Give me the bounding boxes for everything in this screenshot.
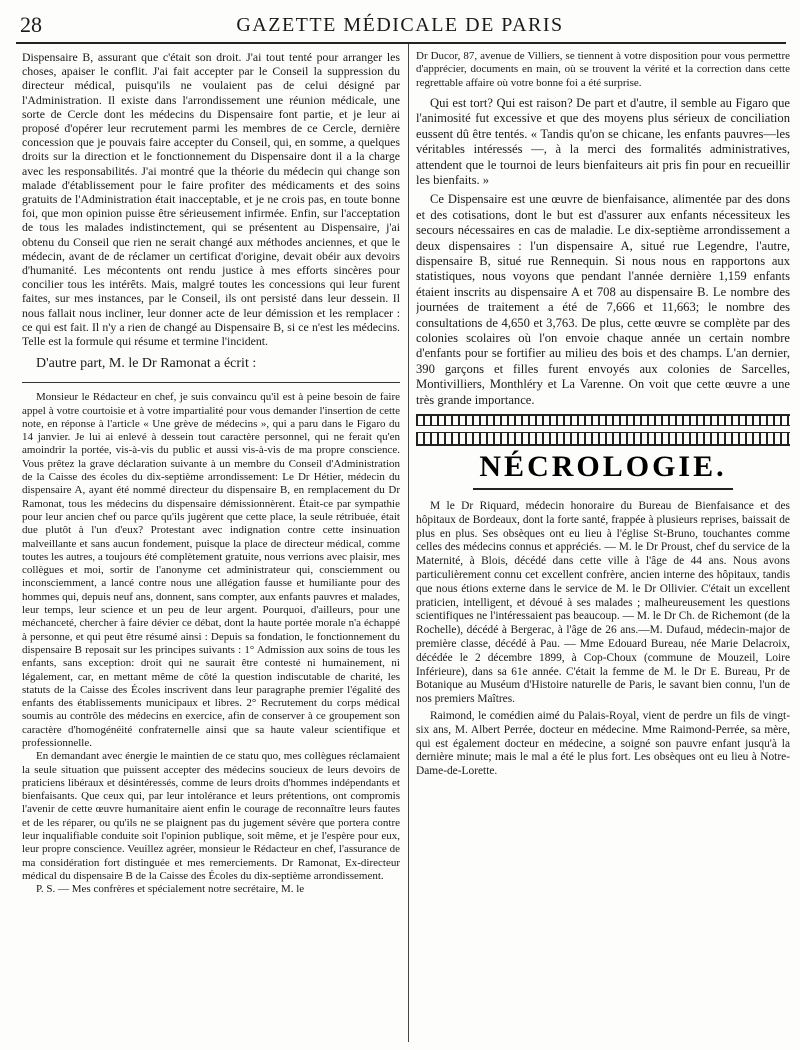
letter-intro-heading: D'autre part, M. le Dr Ramonat a écrit : [36,356,257,372]
ornamental-border [416,414,790,446]
page-header [16,10,784,42]
right-paragraph-1: Dr Ducor, 87, avenue de Villiers, se tiennent à votre disposition pour vous permettre d'apprécier, documents en main, où se trouvent la vérité et la correction dans cette regrettable affaire où votre bonne foi a été surprise. [416,50,790,89]
header-rule [16,42,786,44]
letter-paragraph-1: Monsieur le Rédacteur en chef, je suis convaincu qu'il est à peine besoin de faire appel à votre courtoisie et à votre impartialité pour vous demander l'insertion de cette note, en réponse à l'article « Une grève de médecins », qui a paru dans le Figaro du 14 janvier. Je lui ai enlevé à dessein tout caractère personnel, qui ne ferait qu'en amoindrir la portée, vis-à-vis du public et aussi vis-à-vis de ma propre conscience. Vous prêtez la grave déclaration suivante à un membre du Conseil d'Administration de la Caisse des écoles du dix-septième arrondissement: Le Dr Hétier, médecin du dispensaire A, ayant été nommé directeur du dispensaire B, en remplacement du Dr Ramonat, tous les médecins du dispensaire démissionnèrent. Était-ce par sympathie pour leur ancien chef ou parce qu'ils jugèrent que cette place, la seule rétribuée, était due plutôt à l'un d'eux? Protestant avec indignation contre cette insinuation malveillante et sans aucun fondement, puisque la place de directeur médical, comme toutes les autres, a toujours été complètement gratuite, nous verrions avec plaisir, mes collègues et moi, sortir de l'anonyme cet administrateur qui, consciemment ou inconsciemment, a lancé contre nous une allégation fausse et humiliante pour des hommes qui, depuis neuf ans, donnent, sans compter, aux enfants pauvres et malades, leur temps, leur science et un peu de leur argent. Pourquoi, d'ailleurs, pour une méchanceté, chercher à faire dévier ce débat, dont la haute portée morale n'a échappé à personne, et qui peut être résumé ainsi : Depuis sa fondation, le fonctionnement du dispensaire B reposait sur les principes suivants : 1° Admission aux soins de tous les enfants, sans exception: droit qui ne saurait être contesté ni humainement, ni légalement, car, en mettant même de côté la question indiscutable de charité, les statuts de la Caisse des Écoles inscrivent dans leur paragraphe premier l'égalité des enfants des établissements municipaux et libres. 2° Recrutement du corps médical soumis au contrôle des médecins en exercice, afin de conserver à ce groupement son caractère d'homogénéité confraternelle ainsi que sa haute valeur scientifique et professionnelle. [22,391,400,749]
right-paragraph-2: Qui est tort? Qui est raison? De part et d'autre, il semble au Figaro que l'animosité fut excessive et que des moyens plus sérieux de conciliation eussent dû être tentés. « Tandis qu'on se chicane, les enfants pauvres—les véritables intéressés —, à la merci des formalités administratives, attendent que le tournoi de leurs bienfaiteurs ait pris fin pour en recueillir les bienfaits. » [416,95,790,187]
section-title: NÉCROLOGIE. [479,450,727,484]
necrology-paragraph-2: Raimond, le comédien aimé du Palais-Royal, vient de perdre un fils de vingt-six ans, M. Albert Perrée, docteur en médecine. Mme Raimond-Perrée, sa mère, qui est également docteur en médecine, a soigné son pauvre enfant jusqu'à la dernière minute; mais le mal a été le plus fort. Les obsèques ont eu lieu à Notre-Dame-de-Lorette. [416,709,790,778]
right-paragraph-3: Ce Dispensaire est une œuvre de bienfaisance, alimentée par des dons et des cotisations, dont le but est d'assurer aux enfants nécessiteux les secours nécessaires en cas de maladie. Le dix-septième arrondissement a deux dispensaires : l'un dispensaire A, situé rue Legendre, l'autre, dispensaire B, situé rue Rennequin. Si nous nous en rapportons aux statistiques, nous voyons que pendant l'année dernière 1,159 enfants étaient inscrits au dispensaire A et 708 au dispensaire B. Le nombre des journées de traitement a été de 7,666 et 11,663; le nombre des consultations de 4,650 et 3,763. De plus, cette œuvre se complète par des colonies scolaires où l'on envoie chaque année un certain nombre d'enfants pour se fortifier au milieu des bois et des champs. L'an dernier, 390 garçons et filles furent envoyés aux colonies de Sarcelles, Montivilliers, Monthléry et La Varenne. On voit que cette œuvre a une très grande importance. [416,192,790,407]
postscript: P. S. — Mes confrères et spécialement notre secrétaire, M. le [36,883,305,896]
column-divider [408,44,409,1042]
necrology-paragraph-1: M le Dr Riquard, médecin honoraire du Bureau de Bienfaisance et des hôpitaux de Bordeaux, dont la forte santé, frappée à plusieurs reprises, baissait de plus en plus. Ses obsèques ont eu lieu à l'église St-Bruno, touchantes comme celles des médecins connus et appréciés. — M. le Dr Proust, chef du service de la Maternité, à Blois, décédé dans cette ville à l'âge de 44 ans. Nous avons particulièrement connu cet excellent confrère, ancien interne des hôpitaux, tandis que nous étions externe dans le service de M. le Dr Ollivier. C'était un excellent praticien, intelligent, et dévoué à ses malades ; malheureusement les questions scientifiques ne l'intéressaient pas beaucoup. — M. le Dr Ch. de Richemont (de la Rochelle), décédé à Bergerac, à l'âge de 26 ans.—M. Dufaud, médecin-major de première classe, décédé à Pau. — Mme Edouard Bureau, née Marie Delacroix, décédée le 2 décembre 1899, à Cop-Choux (commune de Mouzeil, Loire Inférieure), dans sa 61e année. C'était la femme de M. le Dr E. Bureau, Pr de Botanique au Muséum d'Histoire naturelle de Paris, le savant bien connu, l'un de nos premiers Maîtres. [416,500,790,706]
page-number: 28 [20,12,42,37]
title-rule [473,488,733,490]
left-paragraph-1: Dispensaire B, assurant que c'était son droit. J'ai tout tenté pour arranger les choses, apaiser le conflit. J'ai fait accepter par le Conseil la suppression du directeur médical, puisqu'ils ne voulaient pas de celui désigné par l'Administration. Il existe dans l'arrondissement une réunion médicale, une sorte de Cercle dont les médecins du Dispensaire font partie, et je leur ai proposé d'opérer leur recrutement parmi les membres de ce Cercle, dernière concession que je pouvais faire accepter du Conseil, qui, en somme, a quelques droits sur la direction et le fonctionnement du Dispensaire dont il a la charge avec les responsabilités. J'ai montré que la théorie du médecin qui change son malade d'établissement pour le faire profiter des médicaments et des soins gratuits de l'Administration était inacceptable, et je ne crois pas, en toute bonne foi, que mon opinion puisse être sérieusement infirmée. Enfin, sur l'acceptation de tous les malades indistinctement, qui se présentent au Dispensaire, j'ai obtenu du Conseil que rien ne serait changé aux méthodes anciennes, et que le médecin, avant de de réclamer un certificat d'origine, devait obéir aux devoirs d'humanité. Les mécontents ont rendu justice à mes efforts sincères pour concilier tous les intérêts. Mais, malgré toutes les concessions qui leur furent faites, sur mes instances, par le Conseil, ils ont persisté dans leur dessein. Il nous fallait nous incliner, leur donner acte de leur démission et les remplacer : ce qui est fait. Il n'y a rien de changé au Dispensaire B, si ce n'est les médecins. Telle est la formule qui résume et termine l'incident. [22,50,400,349]
journal-title: GAZETTE MÉDICALE DE PARIS [236,14,564,36]
right-column [416,50,790,1044]
letter-paragraph-2: En demandant avec énergie le maintien de ce statu quo, mes collègues réclamaient la seule situation que puissent accepter des médecins soucieux de leurs devoirs de praticiens libéraux et désintéressés, comme de leurs droits d'hommes indépendants et bienfaisants. Que ceux qui, par leur intolérance et leurs prétentions, ont compromis l'avenir de cette œuvre humanitaire aient enfin le courage de reconnaître leurs fautes et de les réparer, ou qu'ils ne se plaignent pas du jugement sévère que portera contre leur inqualifiable conduite soit l'opinion publique, soit même, et je l'espère pour eux, leur propre conscience. Veuillez agréer, monsieur le Rédacteur en chef, l'assurance de ma considération fort distinguée et mes remerciements. Dr Ramonat, Ex-directeur médical du dispensaire B de la Caisse des Écoles du dix-septième arrondissement. [22,750,400,882]
left-column [22,50,400,1044]
section-rule [22,382,400,383]
